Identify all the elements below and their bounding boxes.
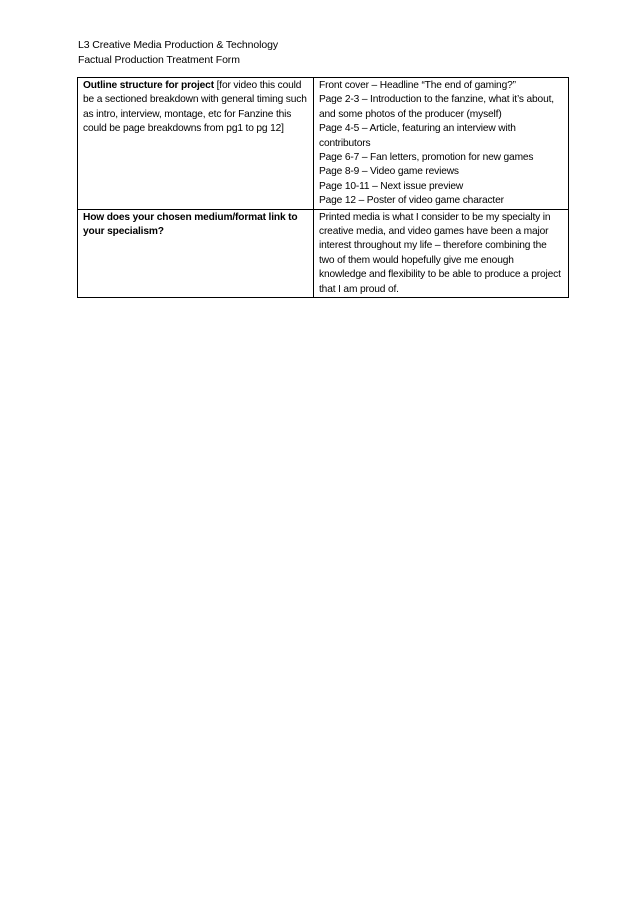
form-title: Factual Production Treatment Form	[78, 54, 240, 66]
answer-line: Page 2-3 – Introduction to the fanzine, what it’s about, and some photos of the producer (myself)	[319, 94, 554, 120]
answer-line: Page 6-7 – Fan letters, promotion for new games	[319, 152, 534, 164]
question-label: Outline structure for project	[83, 80, 214, 91]
answer-line: Page 4-5 – Article, featuring an interview with contributors	[319, 123, 516, 149]
answer-cell	[314, 78, 569, 210]
question-cell	[78, 209, 314, 297]
answer-line: Page 12 – Poster of video game character	[319, 195, 504, 207]
table-row	[78, 209, 569, 297]
answer-text: Printed media is what I consider to be my specialty in creative media, and video games have been a major interest throughout my life – therefore combining the two of them would hopefully give me enough knowledge and flexibility to be able to produce a project that I am proud of.	[319, 211, 561, 295]
treatment-form-table	[77, 77, 569, 298]
table-row	[78, 78, 569, 210]
question-guidance: [for video this could be a sectioned breakdown with general timing such as intro, interview, montage, etc for Fanzine this could be page breakdowns from pg1 to pg 12]	[83, 80, 307, 135]
answer-line: Page 10-11 – Next issue preview	[319, 180, 464, 192]
page-header	[78, 38, 278, 68]
answer-line: Front cover – Headline “The end of gaming?”	[319, 80, 516, 91]
answer-line: Page 8-9 – Video game reviews	[319, 166, 459, 178]
question-cell	[78, 78, 314, 210]
answer-cell	[314, 209, 569, 297]
question-label: How does your chosen medium/format link to your specialism?	[83, 211, 298, 238]
course-title: L3 Creative Media Production & Technology	[78, 39, 278, 51]
